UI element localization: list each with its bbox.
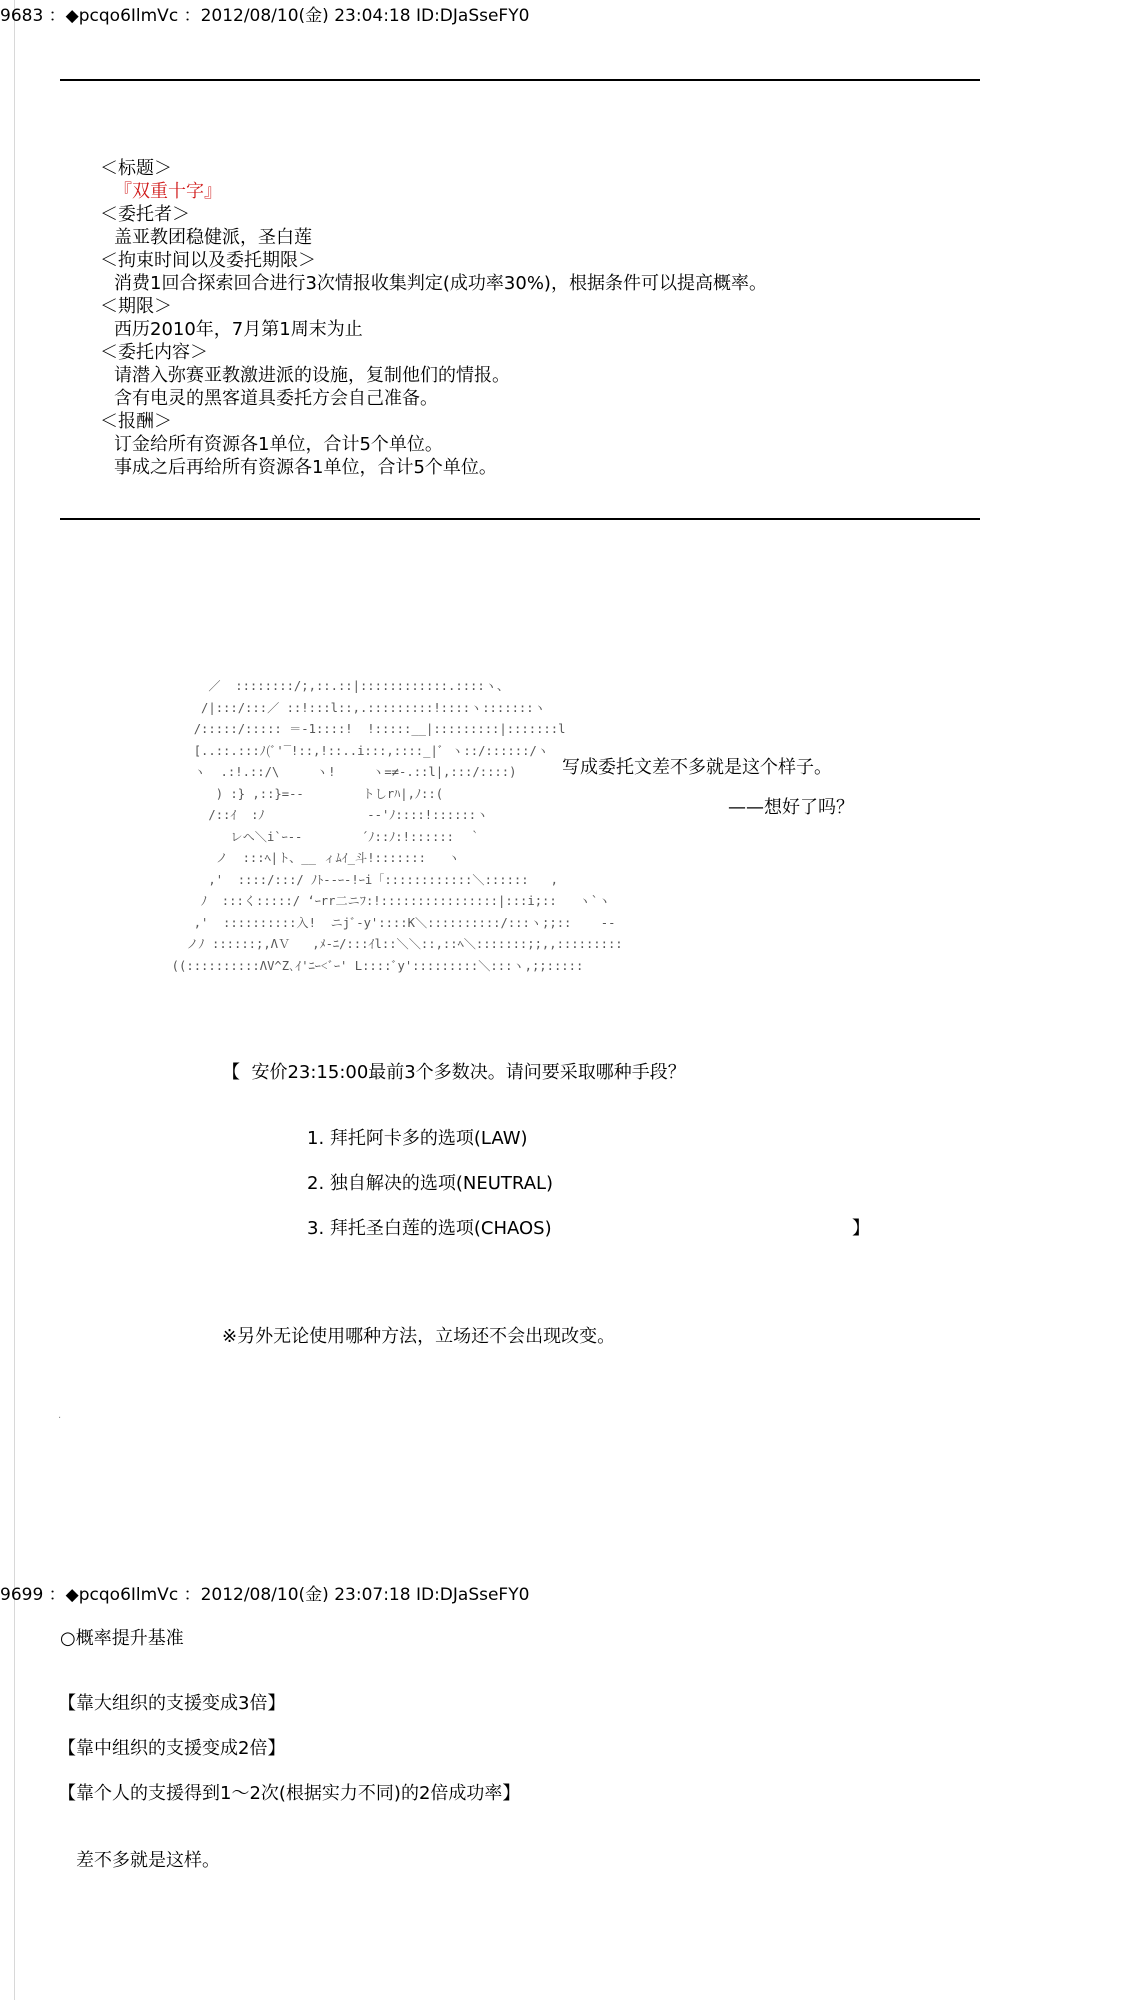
page-left-border (14, 0, 15, 2000)
criteria-title: ○概率提升基准 (60, 1628, 184, 1649)
request-content-1: 请潜入弥赛亚教激进派的设施，复制他们的情报。 (114, 365, 510, 386)
request-heading-content: ＜委托内容＞ (100, 342, 208, 363)
poll-note: ※另外无论使用哪种方法，立场还不会出现改变。 (222, 1326, 616, 1347)
post-header-2: 9699 ：◆pcqo6IlmVc ：2012/08/10(金) 23:07:18 ID:DJaSseFY0 (0, 1585, 530, 1605)
poll-option-3: 3. 拜托圣白莲的选项(CHAOS) (307, 1218, 552, 1239)
criteria-item-3: 【靠个人的支援得到1～2次(根据实力不同)的2倍成功率】 (58, 1783, 521, 1804)
poll-option-2: 2. 独自解决的选项(NEUTRAL) (307, 1173, 554, 1194)
request-heading-client: ＜委托者＞ (100, 204, 190, 225)
request-heading-title: ＜标题＞ (100, 158, 172, 179)
divider-top (60, 79, 980, 81)
request-reward-2: 事成之后再给所有资源各1单位，合计5个单位。 (114, 457, 497, 478)
ascii-art-character: ／ ::::::::/;,::.::|::::::::::::.::::ヽ、 /|:::/:::／ ::!:::l::,.:::::::::!::::ヽ:::::::ヽ /:::::/::::: ＝-1::::! !:::::__|:::::::::|:::::::l [..::.:::ﾉ(ﾞ'‾!::,!::..i:::,::::_|ﾞ ヽ::/::::::/ヽ ヽ .:!.::/\ ヽ! ヽ=≠-.::l|,:::/::::) ) :} ,::}=-‐ トしrﾊ|,ﾉ::( /::ｲ :ﾉ ‐‐'ﾉ::::!::::::ヽ レヘ＼i`ｰ‐‐ ´ﾉ::ﾉ:!:::::: ｀ ノ :::ﾍ|ト、__ ィﾑｲ_斗!::::::: ヽ ,' ::::/:::/ ﾉﾄ‐‐ｰ‐!ｰi「::::::::::::＼:::::: , ﾉ :::く:::::/ ‘ｰrr二ニﾌ:!::::::::::::::::|:::i;:: ヽ`ヽ ,' ::::::::::入! ニjﾞ‐y'::::K＼::::::::::/:::ヽ;;:: ‐‐ ノﾉ ::::::;,ΛＶ ,ﾒ-ﾆ/:::ｲl::＼＼::,::ﾍ＼:::::::;;,,::::::::: ((::::::::::ΛV^Z､ｲ'ﾆｰ<ﾞｰ' L::::ﾞy':::::::::＼:::ヽ,;;::::: (171, 679, 623, 973)
request-heading-reward: ＜报酬＞ (100, 411, 172, 432)
request-duration: 消费1回合探索回合进行3次情报收集判定(成功率30%)，根据条件可以提高概率。 (114, 273, 767, 294)
criteria-item-2: 【靠中组织的支援变成2倍】 (58, 1738, 286, 1759)
request-title: 『双重十字』 (114, 181, 222, 202)
speech-line-1: 写成委托文差不多就是这个样子。 (562, 757, 832, 778)
request-heading-deadline: ＜期限＞ (100, 296, 172, 317)
post-header: 9683 ：◆pcqo6IlmVc ：2012/08/10(金) 23:04:18 ID:DJaSseFY0 (0, 6, 530, 26)
request-deadline: 西历2010年，7月第1周末为止 (114, 319, 363, 340)
stray-dot: . (58, 1410, 62, 1421)
request-heading-duration: ＜拘束时间以及委托期限＞ (100, 250, 316, 271)
request-client: 盖亚教团稳健派，圣白莲 (114, 227, 312, 248)
request-reward-1: 订金给所有资源各1单位，合计5个单位。 (114, 434, 443, 455)
poll-close-bracket: 】 (852, 1218, 870, 1239)
speech-line-2: ——想好了吗？ (728, 797, 854, 818)
request-content-2: 含有电灵的黑客道具委托方会自己准备。 (114, 388, 438, 409)
poll-option-1: 1. 拜托阿卡多的选项(LAW) (307, 1128, 528, 1149)
poll-header: 【 安价23:15:00最前3个多数决。请问要采取哪种手段？ (222, 1062, 686, 1083)
divider-bottom (60, 518, 980, 520)
closing-remark: 差不多就是这样。 (76, 1850, 220, 1871)
criteria-item-1: 【靠大组织的支援变成3倍】 (58, 1693, 286, 1714)
